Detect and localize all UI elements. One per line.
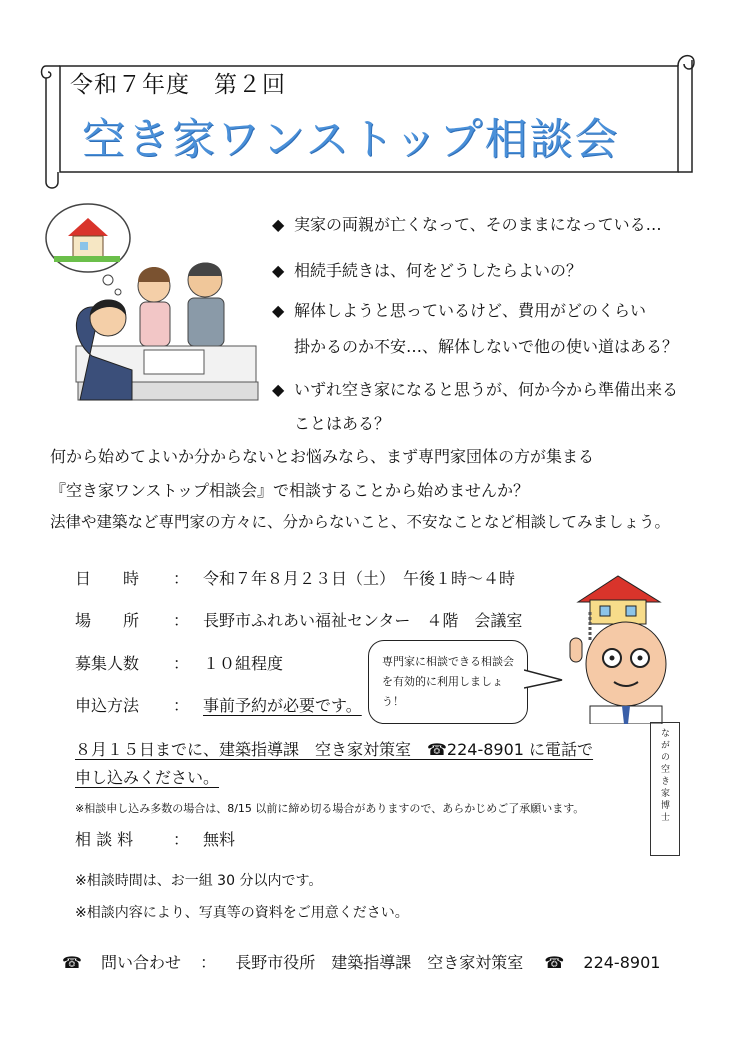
date-label: 日 時 (75, 569, 140, 588)
place-label: 場 所 (75, 611, 140, 630)
deadline-note: ※相談申し込み多数の場合は、8/15 以前に締め切る場合がありますので、あらかじめご了承願います。 (75, 802, 585, 815)
intro-line: 何から始めてよいか分からないとお悩みなら、まず専門家団体の方が集まる (50, 447, 595, 466)
apply-value: 事前予約が必要です。 (203, 696, 362, 715)
capacity-value: １０組程度 (203, 654, 284, 673)
speech-bubble-text: 専門家に相談できる相談会を有効的に利用しましょう！ (382, 655, 514, 708)
diamond-icon: ◆ (272, 261, 285, 280)
bullet-item: ◆ 実家の両親が亡くなって、そのままになっている… (272, 215, 662, 234)
place-value: 長野市ふれあい福祉センター ４階 会議室 (203, 611, 523, 630)
intro-line: 法律や建築など専門家の方々に、分からないこと、不安なことなど相談してみましょう。 (50, 513, 671, 531)
apply-label: 申込方法 (75, 696, 140, 715)
intro-line: 『空き家ワンストップ相談会』で相談することから始めませんか？ (50, 481, 530, 500)
mascot-illustration (556, 572, 688, 724)
note-time: ※相談時間は、お一組 30 分以内です。 (75, 873, 323, 889)
bullet-item: ◆ 解体しようと思っているけど、費用がどのくらい (272, 301, 647, 320)
capacity-row: 募集人数 ： １０組程度 (75, 651, 283, 674)
phone-icon: ☎ (544, 953, 565, 972)
fee-label: 相 談 料 (75, 830, 134, 849)
bullet-item: ◆ いずれ空き家になると思うが、何か今から準備出来る (272, 380, 679, 399)
bullet-continuation: 掛かるのか不安…、解体しないで他の使い道はある？ (294, 337, 679, 356)
main-title: 空き家ワンストップ相談会 (82, 115, 620, 165)
fee-row: 相 談 料 ： 無料 (75, 827, 235, 850)
note-docs: ※相談内容により、写真等の資料をご用意ください。 (75, 905, 409, 921)
bullet-continuation: ことはある？ (294, 414, 391, 433)
deadline-line: 申し込みください。 (75, 768, 220, 787)
diamond-icon: ◆ (272, 380, 285, 399)
phone-icon: ☎ (62, 953, 82, 972)
date-row: 日 時 ： 令和７年８月２３日（土） 午後１時～４時 (75, 566, 515, 589)
contact-label: 問い合わせ (101, 953, 182, 972)
diamond-icon: ◆ (272, 301, 285, 320)
apply-row: 申込方法 ： 事前予約が必要です。 (75, 693, 362, 716)
vertical-label: ながの空き家博士 (659, 728, 669, 824)
contact-phone: 224-8901 (583, 953, 661, 972)
contact-line: ☎ 問い合わせ ： 長野市役所 建築指導課 空き家対策室 ☎ 224-8901 (62, 953, 661, 972)
year-title: 令和７年度 第２回 (70, 72, 286, 98)
place-row: 場 所 ： 長野市ふれあい福祉センター ４階 会議室 (75, 608, 522, 631)
date-value: 令和７年８月２３日（土） 午後１時～４時 (203, 569, 516, 588)
consultation-illustration (40, 200, 262, 418)
fee-value: 無料 (203, 830, 236, 849)
deadline-line: ８月１５日までに、建築指導課 空き家対策室 ☎224-8901 に電話で (75, 740, 594, 759)
capacity-label: 募集人数 (75, 654, 140, 673)
bullet-item: ◆ 相続手続きは、何をどうしたらよいの？ (272, 261, 583, 280)
contact-office: 長野市役所 建築指導課 空き家対策室 (235, 953, 524, 972)
diamond-icon: ◆ (272, 215, 285, 234)
